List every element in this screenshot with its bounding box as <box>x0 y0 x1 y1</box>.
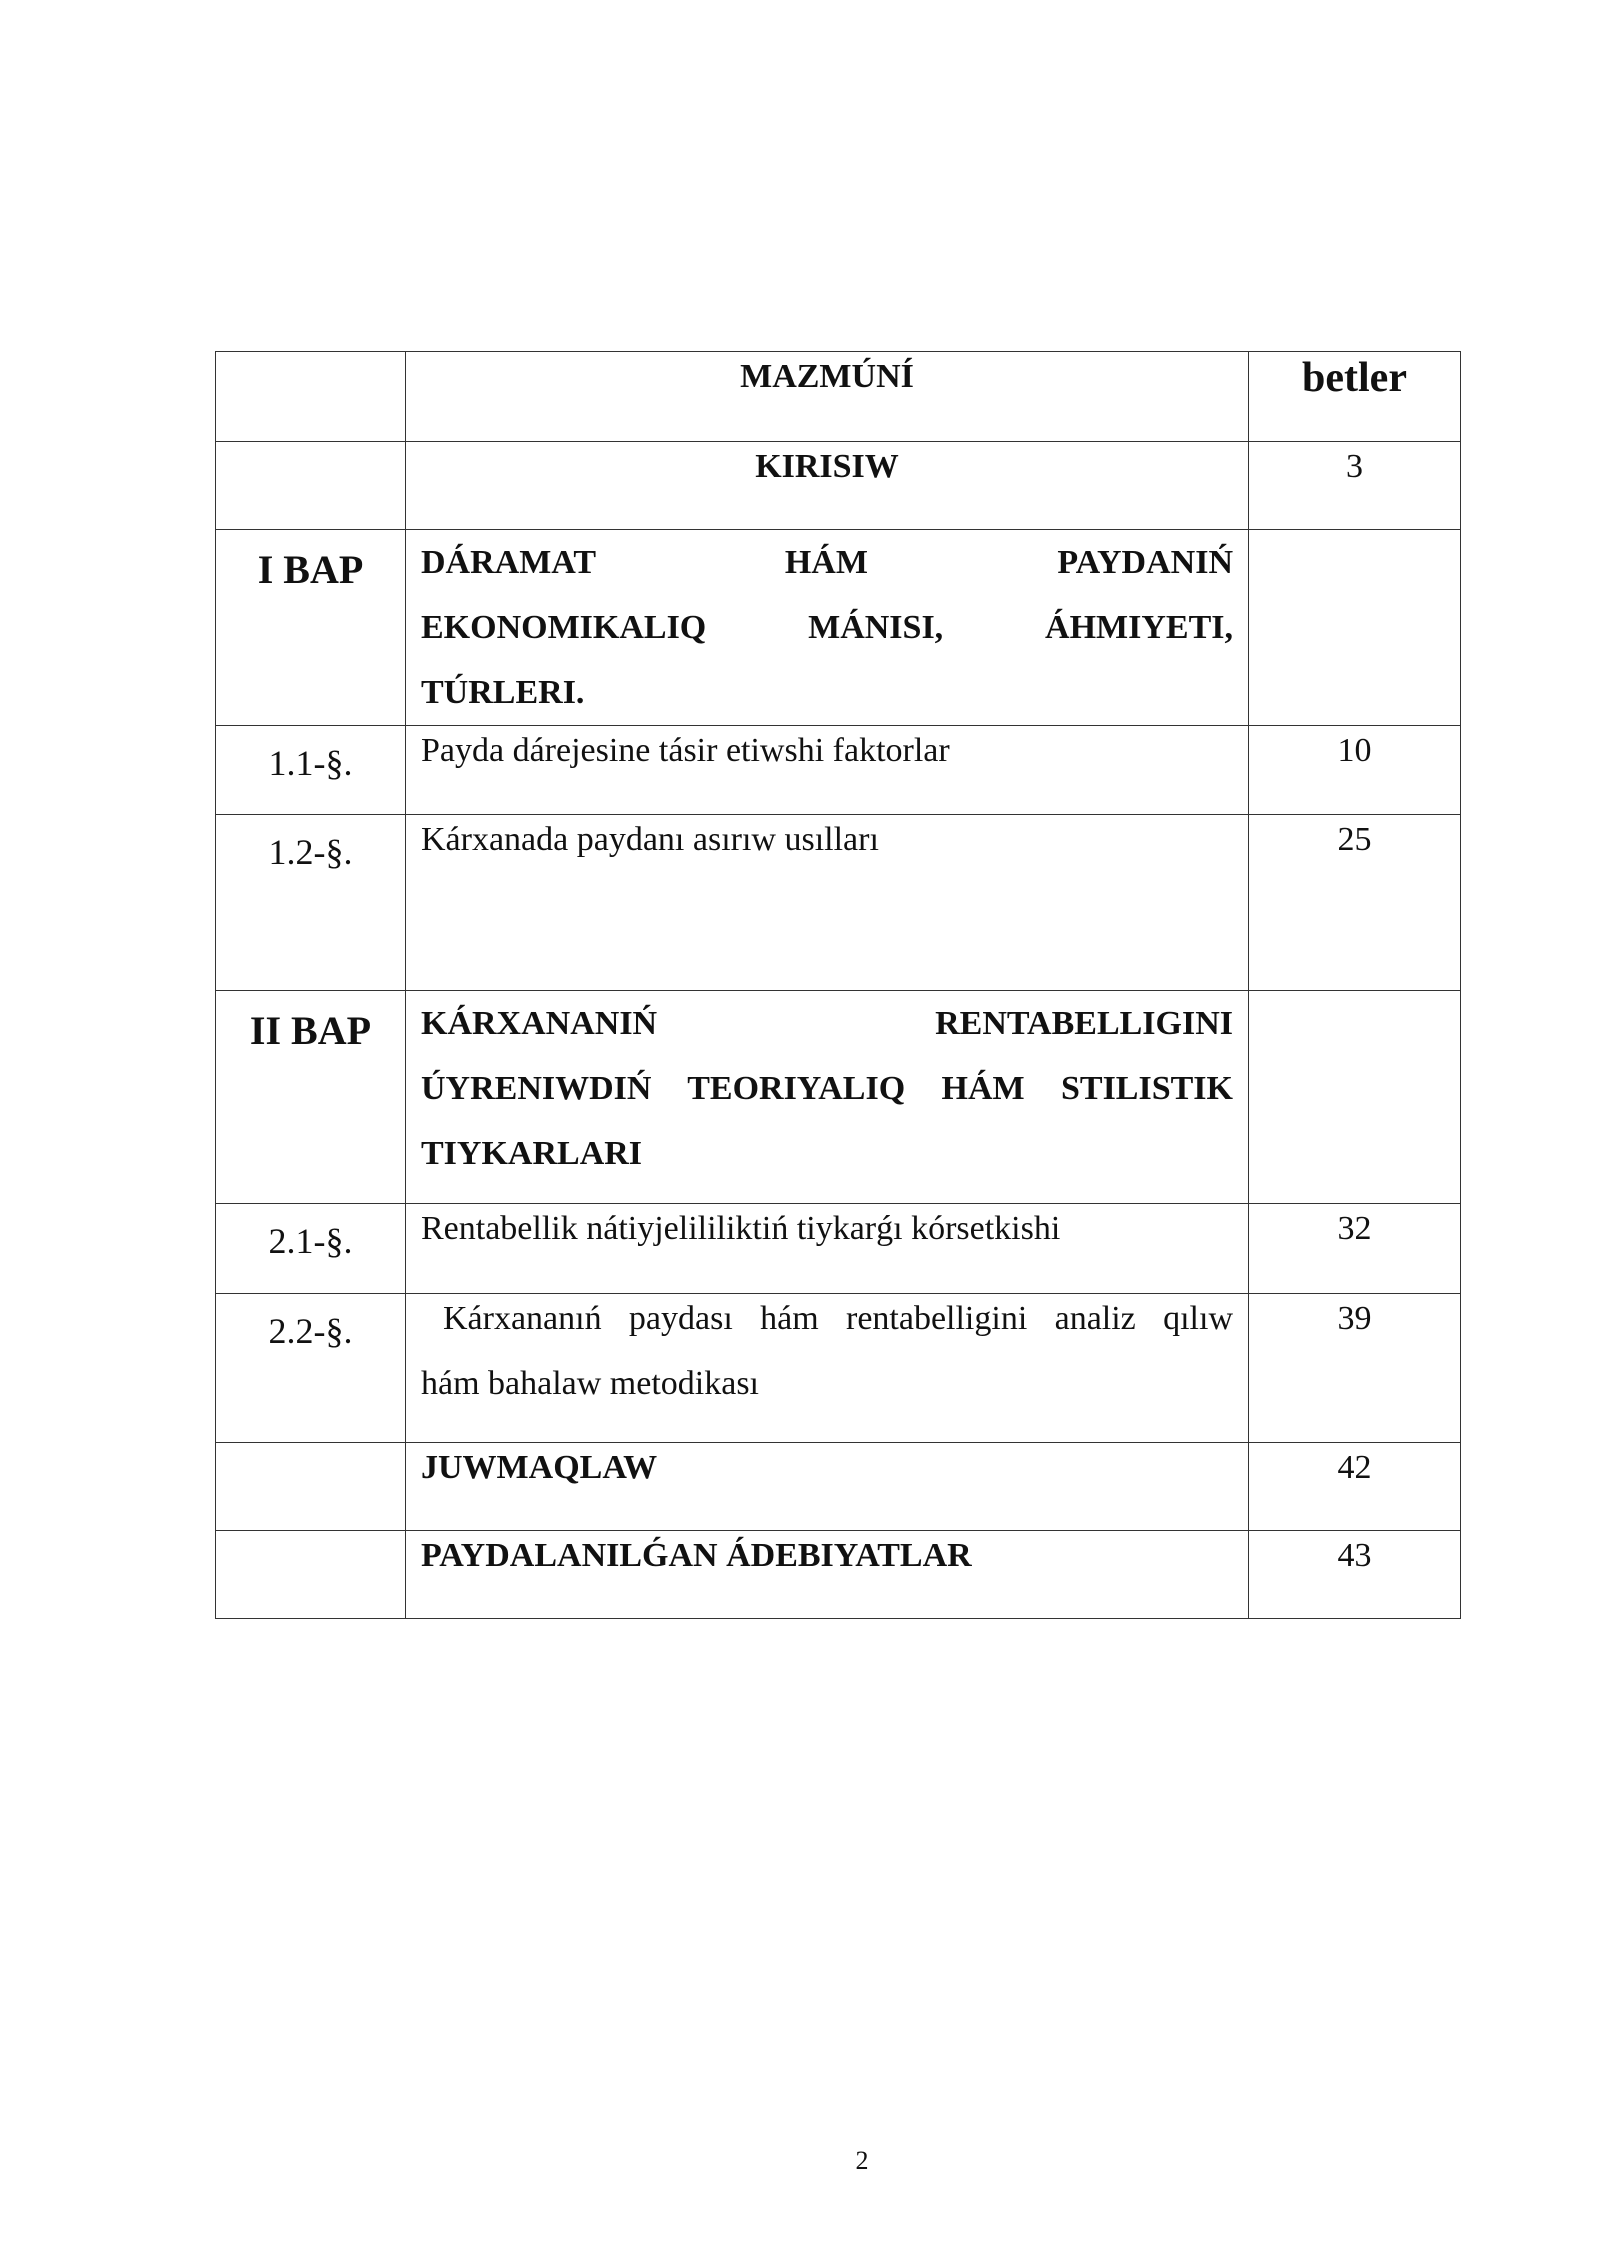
chapter1-label: I BAP <box>216 530 406 726</box>
empty-cell <box>1249 991 1461 1204</box>
references-title: PAYDALANILǴAN ÁDEBIYATLAR <box>406 1531 1249 1619</box>
empty-cell <box>1249 530 1461 726</box>
empty-cell <box>216 1443 406 1531</box>
section-title-line: hám bahalaw metodikası <box>421 1365 760 1402</box>
table-row <box>216 815 1461 991</box>
table-of-contents <box>215 351 1461 1619</box>
chapter2-title-line: KÁRXANANIŃ RENTABELLIGINI <box>421 1005 1233 1042</box>
table-row <box>216 1294 1461 1443</box>
intro-title: KIRISIW <box>406 442 1249 530</box>
section-page: 39 <box>1249 1294 1461 1443</box>
section-label: 2.2-§. <box>216 1294 406 1443</box>
empty-cell <box>216 352 406 442</box>
chapter2-title-line: ÚYRENIWDIŃ TEORIYALIQ HÁM STILISTIK <box>421 1070 1233 1107</box>
table-row <box>216 726 1461 815</box>
chapter1-title <box>406 530 1249 726</box>
empty-cell <box>216 442 406 530</box>
section-page: 25 <box>1249 815 1461 991</box>
table-row <box>216 1531 1461 1619</box>
chapter2-title-line: TIYKARLARI <box>421 1135 643 1172</box>
table-row-header <box>216 352 1461 442</box>
pages-column-header: betler <box>1249 352 1461 442</box>
toc-title: MAZMÚNÍ <box>406 352 1249 442</box>
page-number: 2 <box>855 2146 869 2175</box>
section-label: 1.2-§. <box>216 815 406 991</box>
section-page: 10 <box>1249 726 1461 815</box>
intro-page: 3 <box>1249 442 1461 530</box>
section-page: 32 <box>1249 1204 1461 1294</box>
table-row <box>216 530 1461 726</box>
section-label: 2.1-§. <box>216 1204 406 1294</box>
table-row <box>216 442 1461 530</box>
chapter2-title <box>406 991 1249 1204</box>
chapter1-title-line: EKONOMIKALIQ MÁNISI, ÁHMIYETI, <box>421 609 1233 646</box>
table-row <box>216 1204 1461 1294</box>
section-title <box>406 1294 1249 1443</box>
section-title: Kárxanada paydanı asırıw usılları <box>406 815 1249 991</box>
table-row <box>216 1443 1461 1531</box>
section-title-line: Kárxananıń paydası hám rentabelligini analiz qılıw <box>443 1300 1233 1337</box>
section-title: Rentabellik nátiyjelililiktiń tiykarǵı kórsetkishi <box>406 1204 1249 1294</box>
conclusion-title: JUWMAQLAW <box>406 1443 1249 1531</box>
references-page: 43 <box>1249 1531 1461 1619</box>
chapter1-title-line: DÁRAMAT HÁM PAYDANIŃ <box>421 544 1233 581</box>
section-label: 1.1-§. <box>216 726 406 815</box>
empty-cell <box>216 1531 406 1619</box>
chapter1-title-line: TÚRLERI. <box>421 674 585 711</box>
section-title: Payda dárejesine tásir etiwshi faktorlar <box>406 726 1249 815</box>
table-row <box>216 991 1461 1204</box>
chapter2-label: II BAP <box>216 991 406 1204</box>
conclusion-page: 42 <box>1249 1443 1461 1531</box>
